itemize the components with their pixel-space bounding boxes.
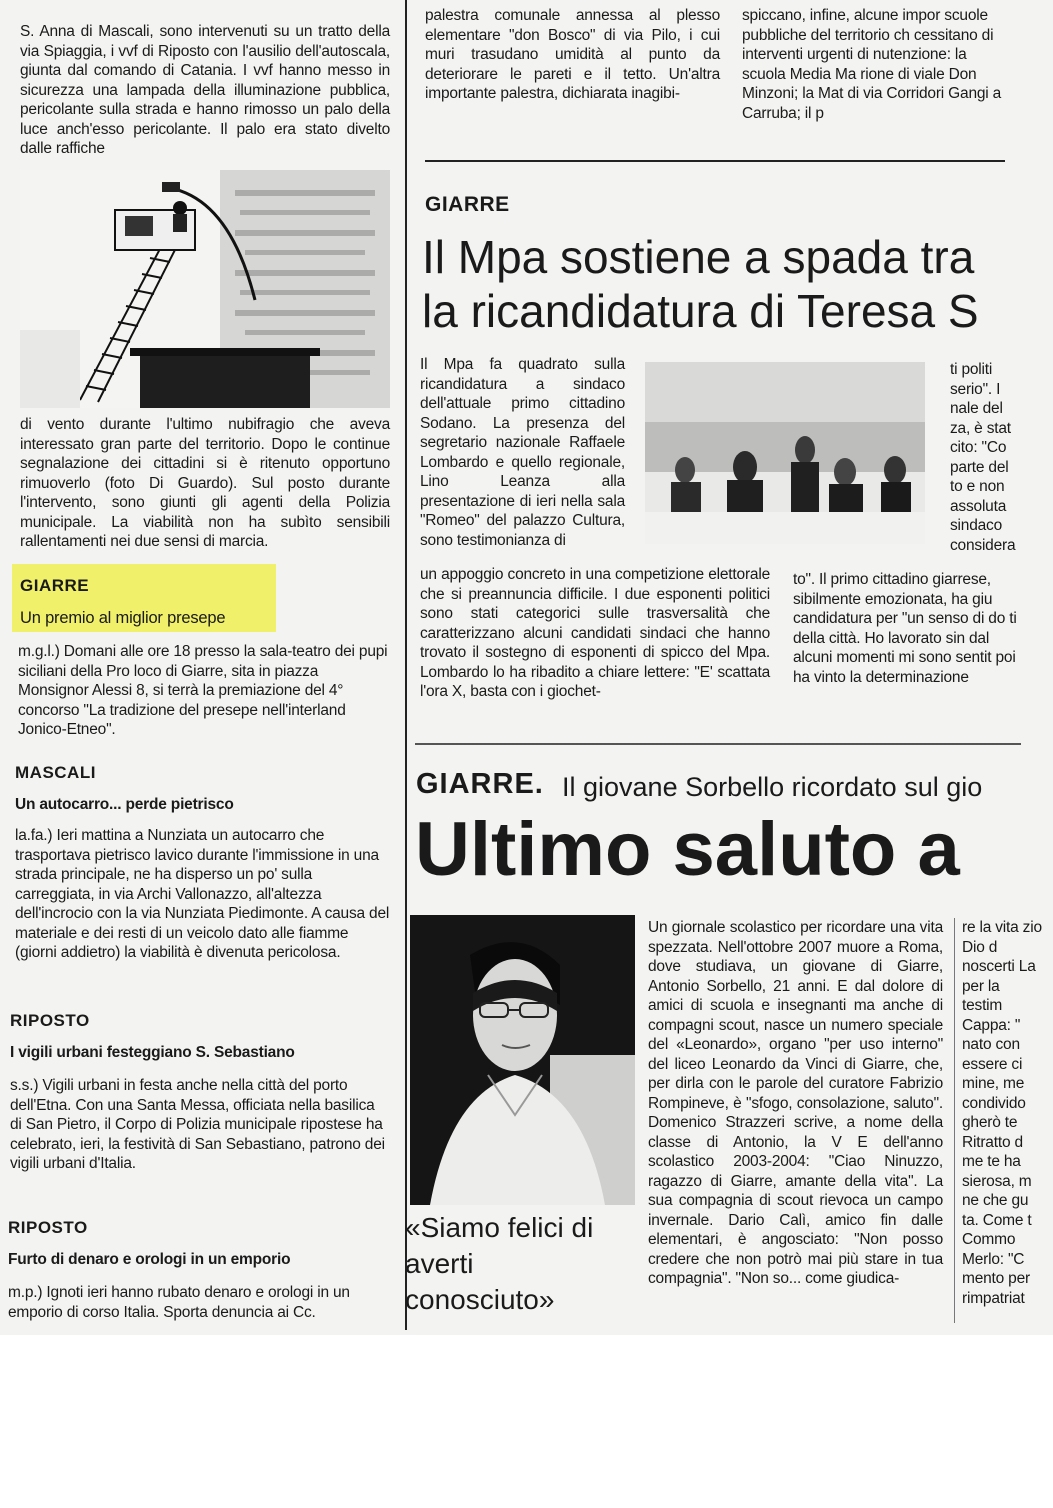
article-column: Il Mpa fa quadrato sulla ricandidatura a sindaco dell'attuale primo cittadino Sodano. La presenza del segretario nazionale Raffaele Lombardo e quello regionale, Lino Leanza alla presentazione di ieri nella sala "Romeo" del palazzo Cultura, sono testimonianza di — [420, 356, 625, 549]
portrait-photo — [410, 915, 635, 1205]
item-kicker: RIPOSTO — [10, 1011, 90, 1030]
item-headline: Un premio al miglior presepe — [20, 609, 226, 627]
article-column: to". Il primo cittadino giarrese, sibilmente emozionata, ha giu candidatura per "un senso di do ti della città. Ho lavorato sin dal alcuni momenti mi sono sentit poi ha vinto la determinazione — [793, 571, 1017, 686]
item-body: la.fa.) Ieri mattina a Nunziata un autocarro che trasportava pietrisco lavico durante l'immissione in una strada principale, ne ha disperso un po' sulla carreggiata, in via Archi Vallonazzo, all'altezza dell'incrocio con la via Nunziata Piedimonte. A causa del materiale e dei resti di un veicolo dato alle fiamme (giorni addietro) la viabilità è divenuta pericolosa. — [15, 827, 390, 961]
article-title: Il Mpa sostiene a spada tra — [422, 231, 975, 283]
article-overline: Il giovane Sorbello ricordato sul gio — [562, 772, 983, 802]
top-column-2: spiccano, infine, alcune impor scuole pubbliche del territorio ch cessitano di interventi urgenti di nutenzione: la scuola Media Ma rione di viale Don Minzoni; la Mat di via Corridori Gangi a Carruba; il p — [742, 7, 1002, 122]
article-column: un appoggio concreto in una competizione elettorale che si preannuncia difficile. I due esponenti politici sono stati categorici sulle trasversalità che caratterizzano alcuni candidati sindaci che hanno trovato il sostegno di esponenti di spicco del Mpa. Lombardo lo ha ribadito a chiare lettere: "E' scattata l'ora X, basta con i giochet- — [420, 566, 770, 700]
article-column: Un giornale scolastico per ricordare una vita spezzata. Nell'ottobre 2007 muore a Roma, dove studiava, un giovane di Giarre, Antonio Sorbello, 21 anni. E dal dolore di amici di scuola e insegnanti ma anche di compagni scout, nasce un numero speciale del «Leonardo», organo "per uso interno" del liceo Leonardo da Vinci di Giarre, che, per dirla con le parole del curatore Fabrizio Rompineve, è "sfogo, consolazione, saluto". Domenico Strazzeri scrive, a nome della classe di Antonio, la V E dell'anno scolastico 2003-2004: "Ciao Ninuzzo, ragazzo di Giarre, amante della vita". La sua compagnia di scout rievoca un campo invernale. Dario Calì, amico fin dalle elementari, è angosciato: "Non posso credere che non potrò mai più stare in tua compagnia". "Non so... come giudica- — [648, 919, 943, 1287]
item-headline: Furto di denaro e orologi in un emporio — [8, 1251, 291, 1268]
item-headline: Un autocarro... perde pietrisco — [15, 796, 234, 813]
article-kicker: GIARRE — [425, 193, 510, 216]
section-rule — [415, 743, 1021, 745]
item-body: m.g.l.) Domani alle ore 18 presso la sala-teatro dei pupi siciliani della Pro loco di Giarre, sita in piazza Monsignor Alessi 8, si terrà la premiazione del 4° concorso "La tradizione del presepe nell'interland Jonico-Etneo". — [18, 643, 388, 738]
article-title: Ultimo saluto a — [415, 807, 960, 892]
pull-quote: «Siamo felici di averti conosciuto» — [405, 1212, 594, 1315]
crane-photo — [20, 170, 390, 408]
column-divider — [405, 0, 407, 1330]
left-intro-text: S. Anna di Mascali, sono intervenuti su un tratto della via Spiaggia, i vvf di Riposto con l'ausilio dell'autoscala, giunta dal comando di Catania. I vvf hanno messo in sicurezza una lampada della illuminazione pubblica, pericolante sulla strada e hanno rimosso un palo della luce anch'esso pericolante. Il palo era stato divelto dalle raffiche — [20, 23, 390, 157]
section-rule — [425, 160, 1005, 162]
item-headline: I vigili urbani festeggiano S. Sebastiano — [10, 1044, 295, 1061]
scan-bottom-margin — [0, 1335, 1053, 1508]
column-divider — [954, 918, 955, 1323]
article-column: re la vita zio Dio d noscerti La per la testim Cappa: " nato con essere ci mine, me condivido gherò te Ritratto d me te ha sierosa, m ne che gu ta. Come t Commo Merlo: "C mento per rimpatriat — [962, 919, 1042, 1307]
left-continuation-text: di vento durante l'ultimo nubifragio che aveva interessato gran parte del territorio. Dopo le continue segnalazione dei cittadini si è ritenuto opportuno rimuoverlo (foto Di Guardo). Sul posto durante l'intervento, sono giunti gli agenti della Polizia municipale. La viabilità non ha subìto sensibili rallentamenti nei due sensi di marcia. — [20, 416, 390, 550]
article-column: ti politi serio". I nale del za, è stat cito: "Co parte del to e non assoluta sindaco considera — [950, 361, 1016, 554]
item-kicker: GIARRE — [20, 576, 90, 595]
meeting-photo — [645, 362, 925, 544]
item-kicker: MASCALI — [15, 763, 96, 782]
article-kicker: GIARRE. — [416, 768, 544, 800]
item-kicker: RIPOSTO — [8, 1218, 88, 1237]
top-column-1: palestra comunale annessa al plesso elementare "don Bosco" di via Pilo, i cui muri trasudano umidità al punto da deteriorare le pareti e il tetto. Un'altra importante palestra, dichiarata inagibi- — [425, 7, 720, 102]
item-body: m.p.) Ignoti ieri hanno rubato denaro e orologi in un emporio di corso Italia. Sporta denuncia ai Cc. — [8, 1284, 350, 1321]
article-title: la ricandidatura di Teresa S — [422, 285, 979, 337]
item-body: s.s.) Vigili urbani in festa anche nella città del porto dell'Etna. Con una Santa Messa, officiata nella basilica di San Pietro, il Corpo di Polizia municipale ripostese ha celebrato, ieri, la festività di San Sebastiano, patrono dei vigili urbani d'Italia. — [10, 1077, 385, 1172]
